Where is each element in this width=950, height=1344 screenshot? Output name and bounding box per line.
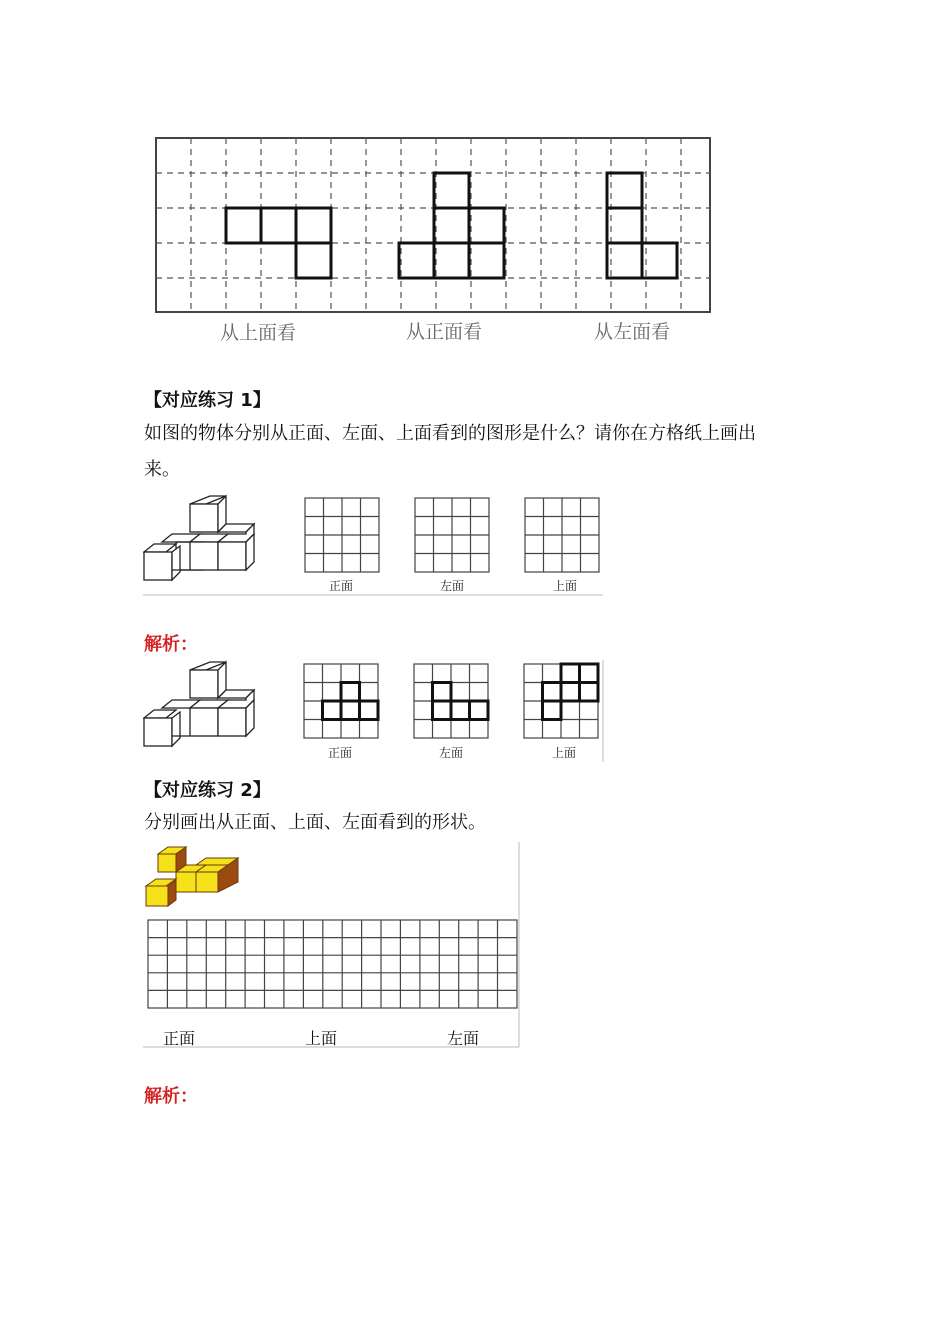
exercise1-heading: 【对应练习 1】 [144,390,271,411]
exercise1-question-line2: 来。 [144,459,180,480]
grid-label-left: 左面 [440,579,465,593]
exercise1-figure [143,494,605,596]
exercise1-question-line1: 如图的物体分别从正面、左面、上面看到的图形是什么？请你在方格纸上画出 [144,423,756,444]
answer-shape-top [543,664,599,720]
answer-label-left: 左面 [439,746,464,760]
label-left-view: 从左面看 [594,321,671,343]
exercise2-analysis-label: 解析： [144,1086,198,1107]
cube-stack-drawing [144,496,254,580]
left-view-shape [607,173,677,278]
answer-shape-left [433,683,489,720]
label-top-view: 从上面看 [220,322,297,344]
exercise1-analysis-label: 解析： [144,634,198,655]
top-view-shape [226,208,331,278]
cube-stack-drawing-answer [144,662,254,746]
yellow-cube-stack [146,847,238,906]
grid-label-top: 上面 [553,579,578,593]
blank-grid-top [525,498,599,572]
blank-grid-front [305,498,379,572]
grid2-label-front: 正面 [163,1029,196,1048]
example-views-figure [150,132,720,352]
exercise2-question: 分别画出从正面、上面、左面看到的形状。 [144,812,486,833]
grid2-label-left: 左面 [447,1029,480,1048]
answer-shape-front [323,683,379,720]
front-view-shape [399,173,504,278]
grid-label-front: 正面 [329,579,354,593]
drawing-grid [148,920,517,1008]
answer-label-front: 正面 [328,746,353,760]
label-front-view: 从正面看 [406,321,483,343]
grid2-label-top: 上面 [305,1029,338,1048]
blank-grid-left [415,498,489,572]
answer-label-top: 上面 [552,746,577,760]
exercise1-answer-figure [143,660,607,764]
exercise2-figure [143,842,521,1048]
exercise2-heading: 【对应练习 2】 [144,780,271,801]
